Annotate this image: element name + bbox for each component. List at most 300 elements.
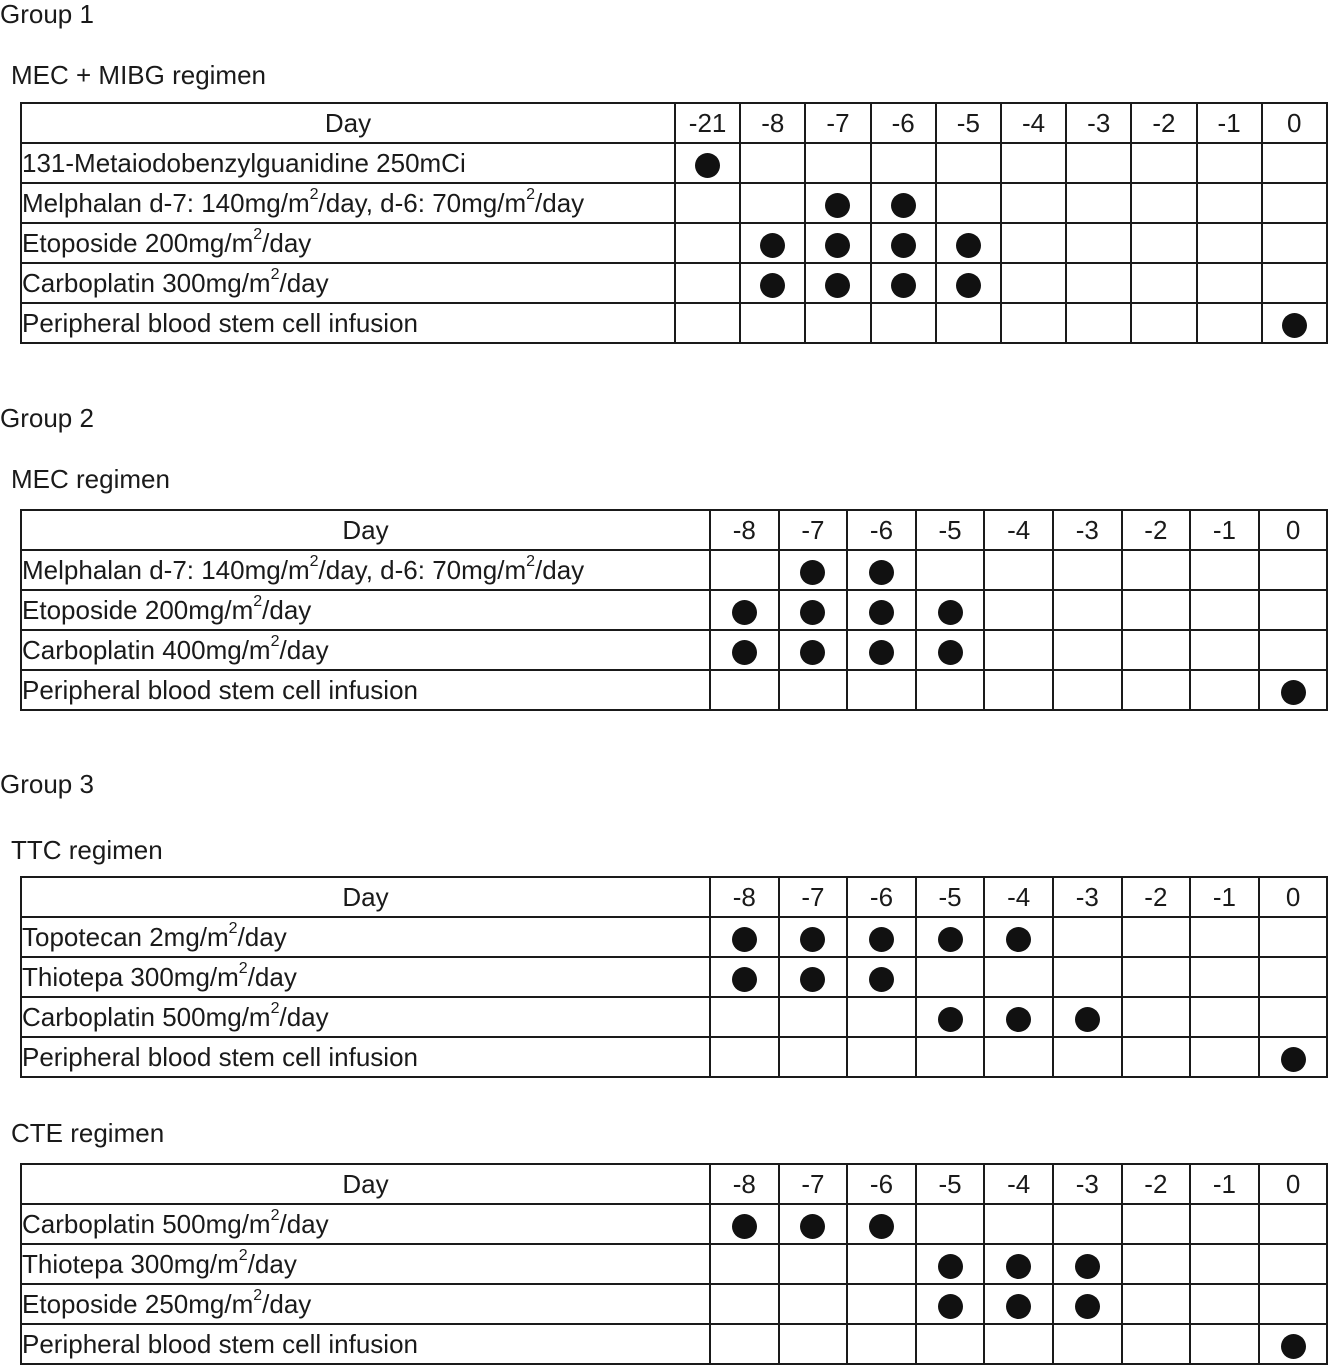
- day-header-cell: -2: [1131, 103, 1196, 143]
- schedule-cell: [710, 1284, 779, 1324]
- schedule-cell: [740, 303, 805, 343]
- label-superscript: 2: [309, 553, 319, 571]
- dose-dot-marker: [800, 967, 825, 992]
- schedule-cell: [1053, 670, 1122, 710]
- drug-label: [21, 183, 675, 223]
- label-text: Melphalan d-7: 140mg/m: [22, 555, 310, 585]
- dose-dot-marker: [938, 1294, 963, 1319]
- drug-row: [21, 630, 1327, 670]
- dose-dot-marker: [938, 1254, 963, 1279]
- drug-row: [21, 1204, 1327, 1244]
- schedule-cell: [1190, 1204, 1259, 1244]
- schedule-cell: [984, 1037, 1053, 1077]
- dose-dot-marker: [732, 600, 757, 625]
- day-header-cell: -1: [1197, 103, 1262, 143]
- schedule-cell: [779, 670, 848, 710]
- schedule-cell: [847, 630, 916, 670]
- schedule-cell: [916, 1037, 985, 1077]
- day-header-cell: -8: [710, 510, 779, 550]
- schedule-cell: [936, 263, 1001, 303]
- day-header-cell: -2: [1122, 877, 1191, 917]
- day-header-cell: -1: [1190, 510, 1259, 550]
- day-header-cell: -1: [1190, 877, 1259, 917]
- day-header-label: Day: [21, 877, 710, 917]
- schedule-cell: [779, 917, 848, 957]
- label-text: /day: [279, 1209, 329, 1239]
- drug-row: [21, 143, 1327, 183]
- day-header-label: Day: [21, 103, 675, 143]
- schedule-cell: [1053, 590, 1122, 630]
- dose-dot-marker: [695, 153, 720, 178]
- dose-dot-marker: [800, 560, 825, 585]
- schedule-cell: [710, 917, 779, 957]
- dose-dot-marker: [1282, 313, 1307, 338]
- label-text: /day: [247, 1249, 297, 1279]
- schedule-cell: [916, 997, 985, 1037]
- schedule-cell: [1190, 590, 1259, 630]
- schedule-cell: [1053, 1037, 1122, 1077]
- label-superscript: 2: [253, 226, 263, 244]
- label-text: /day: [279, 268, 329, 298]
- schedule-cell: [984, 917, 1053, 957]
- label-text: Etoposide 200mg/m: [22, 228, 254, 258]
- label-text: Peripheral blood stem cell infusion: [22, 308, 418, 338]
- schedule-cell: [805, 303, 870, 343]
- schedule-cell: [1053, 957, 1122, 997]
- drug-row: [21, 550, 1327, 590]
- schedule-cell: [1190, 630, 1259, 670]
- day-header-cell: -5: [936, 103, 1001, 143]
- label-text: /day: [247, 962, 297, 992]
- day-header-cell: -1: [1190, 1164, 1259, 1204]
- day-header-cell: -8: [710, 877, 779, 917]
- schedule-cell: [1190, 957, 1259, 997]
- group-label: Group 2: [0, 403, 94, 433]
- regimen-title: MEC regimen: [11, 464, 170, 494]
- dose-dot-marker: [800, 600, 825, 625]
- schedule-cell: [916, 630, 985, 670]
- schedule-cell: [847, 590, 916, 630]
- schedule-cell: [1122, 1284, 1191, 1324]
- day-header-cell: -8: [710, 1164, 779, 1204]
- label-text: Thiotepa 300mg/m: [22, 962, 239, 992]
- regimen-title: MEC + MIBG regimen: [11, 60, 267, 90]
- dose-dot-marker: [825, 233, 850, 258]
- day-header-cell: -4: [984, 1164, 1053, 1204]
- dose-dot-marker: [1075, 1007, 1100, 1032]
- schedule-cell: [1262, 183, 1327, 223]
- schedule-cell: [1262, 263, 1327, 303]
- schedule-cell: [916, 1244, 985, 1284]
- label-superscript: 2: [253, 593, 263, 611]
- schedule-cell: [710, 957, 779, 997]
- dose-dot-marker: [800, 927, 825, 952]
- schedule-cell: [710, 630, 779, 670]
- day-header-cell: -6: [871, 103, 936, 143]
- drug-label: [21, 223, 675, 263]
- drug-label: [21, 917, 710, 957]
- regimen-title: CTE regimen: [11, 1118, 165, 1148]
- day-header-cell: 0: [1259, 877, 1328, 917]
- schedule-cell: [1066, 223, 1131, 263]
- dose-dot-marker: [869, 640, 894, 665]
- schedule-cell: [1122, 670, 1191, 710]
- schedule-cell: [1262, 223, 1327, 263]
- label-text: 131-Metaiodobenzylguanidine 250mCi: [22, 148, 466, 178]
- schedule-cell: [740, 183, 805, 223]
- schedule-cell: [1131, 223, 1196, 263]
- schedule-cell: [1053, 917, 1122, 957]
- dose-dot-marker: [938, 640, 963, 665]
- schedule-cell: [916, 957, 985, 997]
- schedule-cell: [936, 183, 1001, 223]
- schedule-cell: [779, 1037, 848, 1077]
- day-header-row: [21, 510, 1327, 550]
- schedule-cell: [675, 223, 740, 263]
- day-header-cell: -5: [916, 510, 985, 550]
- schedule-cell: [1066, 143, 1131, 183]
- dose-dot-marker: [869, 1214, 894, 1239]
- schedule-cell: [1122, 550, 1191, 590]
- schedule-cell: [710, 1204, 779, 1244]
- label-superscript: 2: [309, 186, 319, 204]
- schedule-cell: [1001, 183, 1066, 223]
- schedule-cell: [916, 1284, 985, 1324]
- schedule-cell: [1122, 957, 1191, 997]
- schedule-cell: [1259, 957, 1328, 997]
- schedule-cell: [1259, 1204, 1328, 1244]
- schedule-cell: [936, 143, 1001, 183]
- dose-dot-marker: [891, 273, 916, 298]
- dose-dot-marker: [956, 233, 981, 258]
- schedule-cell: [1190, 997, 1259, 1037]
- day-header-cell: -2: [1122, 510, 1191, 550]
- schedule-cell: [984, 590, 1053, 630]
- drug-row: [21, 917, 1327, 957]
- schedule-cell: [916, 590, 985, 630]
- schedule-table: [20, 876, 1328, 1078]
- day-header-cell: -7: [805, 103, 870, 143]
- dose-dot-marker: [938, 927, 963, 952]
- label-text: Melphalan d-7: 140mg/m: [22, 188, 310, 218]
- schedule-cell: [805, 183, 870, 223]
- schedule-cell: [847, 670, 916, 710]
- day-header-label: Day: [21, 510, 710, 550]
- schedule-cell: [1259, 997, 1328, 1037]
- label-text: /day: [262, 595, 312, 625]
- drug-row: [21, 1244, 1327, 1284]
- schedule-cell: [1053, 1204, 1122, 1244]
- schedule-cell: [1190, 1284, 1259, 1324]
- schedule-cell: [1122, 590, 1191, 630]
- schedule-cell: [1066, 303, 1131, 343]
- label-text: /day: [262, 228, 312, 258]
- schedule-cell: [871, 303, 936, 343]
- schedule-cell: [1190, 1037, 1259, 1077]
- label-superscript: 2: [238, 1247, 248, 1265]
- schedule-cell: [779, 630, 848, 670]
- drug-label: [21, 670, 710, 710]
- label-superscript: 2: [526, 553, 536, 571]
- dose-dot-marker: [825, 273, 850, 298]
- day-header-cell: -4: [984, 510, 1053, 550]
- day-header-row: [21, 877, 1327, 917]
- drug-label: [21, 1324, 710, 1364]
- dose-dot-marker: [800, 640, 825, 665]
- dose-dot-marker: [891, 233, 916, 258]
- schedule-cell: [984, 1284, 1053, 1324]
- drug-label: [21, 590, 710, 630]
- day-header-cell: 0: [1259, 1164, 1328, 1204]
- drug-row: [21, 1037, 1327, 1077]
- schedule-cell: [740, 263, 805, 303]
- schedule-cell: [805, 143, 870, 183]
- day-header-cell: -4: [1001, 103, 1066, 143]
- dose-dot-marker: [760, 233, 785, 258]
- schedule-cell: [1066, 263, 1131, 303]
- schedule-cell: [847, 1284, 916, 1324]
- day-header-cell: -7: [779, 1164, 848, 1204]
- schedule-cell: [1122, 1324, 1191, 1364]
- schedule-cell: [847, 1324, 916, 1364]
- schedule-cell: [779, 957, 848, 997]
- label-superscript: 2: [270, 633, 280, 651]
- schedule-cell: [710, 670, 779, 710]
- dose-dot-marker: [869, 600, 894, 625]
- day-header-cell: -3: [1066, 103, 1131, 143]
- drug-row: [21, 957, 1327, 997]
- schedule-cell: [740, 143, 805, 183]
- schedule-cell: [847, 957, 916, 997]
- label-text: Peripheral blood stem cell infusion: [22, 675, 418, 705]
- schedule-cell: [1197, 183, 1262, 223]
- label-superscript: 2: [270, 266, 280, 284]
- schedule-cell: [871, 223, 936, 263]
- schedule-cell: [1053, 997, 1122, 1037]
- dose-dot-marker: [1006, 1007, 1031, 1032]
- label-superscript: 2: [270, 1207, 280, 1225]
- schedule-cell: [1122, 1037, 1191, 1077]
- day-header-cell: -8: [740, 103, 805, 143]
- day-header-row: [21, 103, 1327, 143]
- label-text: /day: [237, 922, 287, 952]
- dose-dot-marker: [1281, 680, 1306, 705]
- schedule-cell: [675, 263, 740, 303]
- day-header-cell: -3: [1053, 877, 1122, 917]
- schedule-table: [20, 1163, 1328, 1365]
- drug-label: [21, 263, 675, 303]
- schedule-table: [20, 509, 1328, 711]
- day-header-cell: -3: [1053, 510, 1122, 550]
- day-header-cell: -7: [779, 877, 848, 917]
- day-header-cell: -3: [1053, 1164, 1122, 1204]
- schedule-cell: [1197, 143, 1262, 183]
- label-superscript: 2: [238, 960, 248, 978]
- schedule-cell: [1190, 1244, 1259, 1284]
- label-text: Carboplatin 300mg/m: [22, 268, 271, 298]
- schedule-cell: [1053, 630, 1122, 670]
- schedule-cell: [710, 997, 779, 1037]
- dose-dot-marker: [1006, 1294, 1031, 1319]
- schedule-cell: [1122, 630, 1191, 670]
- schedule-cell: [1259, 1037, 1328, 1077]
- schedule-cell: [1066, 183, 1131, 223]
- schedule-cell: [847, 1244, 916, 1284]
- group-label: Group 1: [0, 0, 94, 29]
- schedule-cell: [1190, 670, 1259, 710]
- dose-dot-marker: [891, 193, 916, 218]
- schedule-cell: [1122, 997, 1191, 1037]
- schedule-cell: [984, 550, 1053, 590]
- schedule-cell: [984, 957, 1053, 997]
- schedule-cell: [1259, 550, 1328, 590]
- drug-label: [21, 550, 710, 590]
- label-text: /day: [279, 1002, 329, 1032]
- schedule-cell: [1122, 1244, 1191, 1284]
- schedule-cell: [871, 143, 936, 183]
- drug-label: [21, 143, 675, 183]
- schedule-cell: [1053, 1244, 1122, 1284]
- schedule-cell: [1131, 303, 1196, 343]
- schedule-cell: [675, 303, 740, 343]
- schedule-cell: [916, 1324, 985, 1364]
- day-header-cell: -5: [916, 877, 985, 917]
- day-header-cell: 0: [1259, 510, 1328, 550]
- schedule-cell: [1131, 263, 1196, 303]
- dose-dot-marker: [825, 193, 850, 218]
- dose-dot-marker: [869, 967, 894, 992]
- dose-dot-marker: [1006, 1254, 1031, 1279]
- schedule-cell: [710, 1244, 779, 1284]
- schedule-cell: [710, 590, 779, 630]
- schedule-cell: [1122, 917, 1191, 957]
- schedule-cell: [805, 223, 870, 263]
- drug-row: [21, 223, 1327, 263]
- day-header-row: [21, 1164, 1327, 1204]
- label-text: /day: [279, 635, 329, 665]
- drug-row: [21, 1284, 1327, 1324]
- schedule-cell: [1259, 917, 1328, 957]
- schedule-cell: [984, 670, 1053, 710]
- dose-dot-marker: [938, 1007, 963, 1032]
- label-text: Peripheral blood stem cell infusion: [22, 1042, 418, 1072]
- day-header-cell: -4: [984, 877, 1053, 917]
- schedule-cell: [779, 550, 848, 590]
- schedule-cell: [779, 1204, 848, 1244]
- dose-dot-marker: [732, 967, 757, 992]
- schedule-cell: [710, 550, 779, 590]
- dose-dot-marker: [732, 640, 757, 665]
- label-text: Carboplatin 500mg/m: [22, 1002, 271, 1032]
- day-header-cell: -6: [847, 1164, 916, 1204]
- day-header-cell: -5: [916, 1164, 985, 1204]
- schedule-cell: [1053, 1284, 1122, 1324]
- label-text: Carboplatin 400mg/m: [22, 635, 271, 665]
- schedule-cell: [1259, 670, 1328, 710]
- schedule-cell: [984, 1244, 1053, 1284]
- schedule-cell: [1262, 143, 1327, 183]
- schedule-cell: [1122, 1204, 1191, 1244]
- schedule-cell: [1197, 303, 1262, 343]
- schedule-cell: [1190, 550, 1259, 590]
- schedule-table: [20, 102, 1328, 344]
- drug-label: [21, 1204, 710, 1244]
- schedule-cell: [1197, 223, 1262, 263]
- schedule-cell: [779, 1244, 848, 1284]
- schedule-cell: [1259, 590, 1328, 630]
- dose-dot-marker: [732, 1214, 757, 1239]
- schedule-cell: [1259, 630, 1328, 670]
- dose-dot-marker: [800, 1214, 825, 1239]
- schedule-cell: [675, 143, 740, 183]
- label-text: Thiotepa 300mg/m: [22, 1249, 239, 1279]
- drug-row: [21, 303, 1327, 343]
- drug-label: [21, 303, 675, 343]
- label-text: Topotecan 2mg/m: [22, 922, 229, 952]
- dose-dot-marker: [869, 927, 894, 952]
- drug-row: [21, 997, 1327, 1037]
- schedule-cell: [916, 550, 985, 590]
- dose-dot-marker: [956, 273, 981, 298]
- schedule-cell: [847, 997, 916, 1037]
- label-text: Carboplatin 500mg/m: [22, 1209, 271, 1239]
- schedule-cell: [805, 263, 870, 303]
- schedule-cell: [984, 997, 1053, 1037]
- schedule-cell: [916, 917, 985, 957]
- label-superscript: 2: [526, 186, 536, 204]
- schedule-cell: [871, 263, 936, 303]
- schedule-cell: [936, 223, 1001, 263]
- label-text: /day: [535, 188, 585, 218]
- day-header-cell: -2: [1122, 1164, 1191, 1204]
- schedule-cell: [1190, 1324, 1259, 1364]
- schedule-cell: [779, 590, 848, 630]
- schedule-cell: [740, 223, 805, 263]
- dose-dot-marker: [760, 273, 785, 298]
- dose-dot-marker: [1281, 1047, 1306, 1072]
- schedule-cell: [1001, 263, 1066, 303]
- drug-label: [21, 1037, 710, 1077]
- dose-dot-marker: [938, 600, 963, 625]
- drug-label: [21, 1284, 710, 1324]
- label-text: /day: [535, 555, 585, 585]
- schedule-cell: [847, 550, 916, 590]
- dose-dot-marker: [1281, 1334, 1306, 1359]
- dose-dot-marker: [1075, 1254, 1100, 1279]
- label-superscript: 2: [228, 920, 238, 938]
- drug-label: [21, 1244, 710, 1284]
- drug-row: [21, 670, 1327, 710]
- schedule-cell: [847, 917, 916, 957]
- regimen-title: TTC regimen: [11, 835, 163, 865]
- label-superscript: 2: [253, 1287, 263, 1305]
- day-header-cell: -6: [847, 877, 916, 917]
- dose-dot-marker: [1075, 1294, 1100, 1319]
- schedule-cell: [779, 1324, 848, 1364]
- schedule-cell: [984, 1324, 1053, 1364]
- schedule-cell: [710, 1037, 779, 1077]
- schedule-cell: [675, 183, 740, 223]
- schedule-cell: [779, 997, 848, 1037]
- day-header-cell: -21: [675, 103, 740, 143]
- label-text: /day: [262, 1289, 312, 1319]
- drug-label: [21, 630, 710, 670]
- drug-row: [21, 263, 1327, 303]
- schedule-cell: [1131, 183, 1196, 223]
- schedule-cell: [779, 1284, 848, 1324]
- schedule-cell: [916, 1204, 985, 1244]
- drug-label: [21, 957, 710, 997]
